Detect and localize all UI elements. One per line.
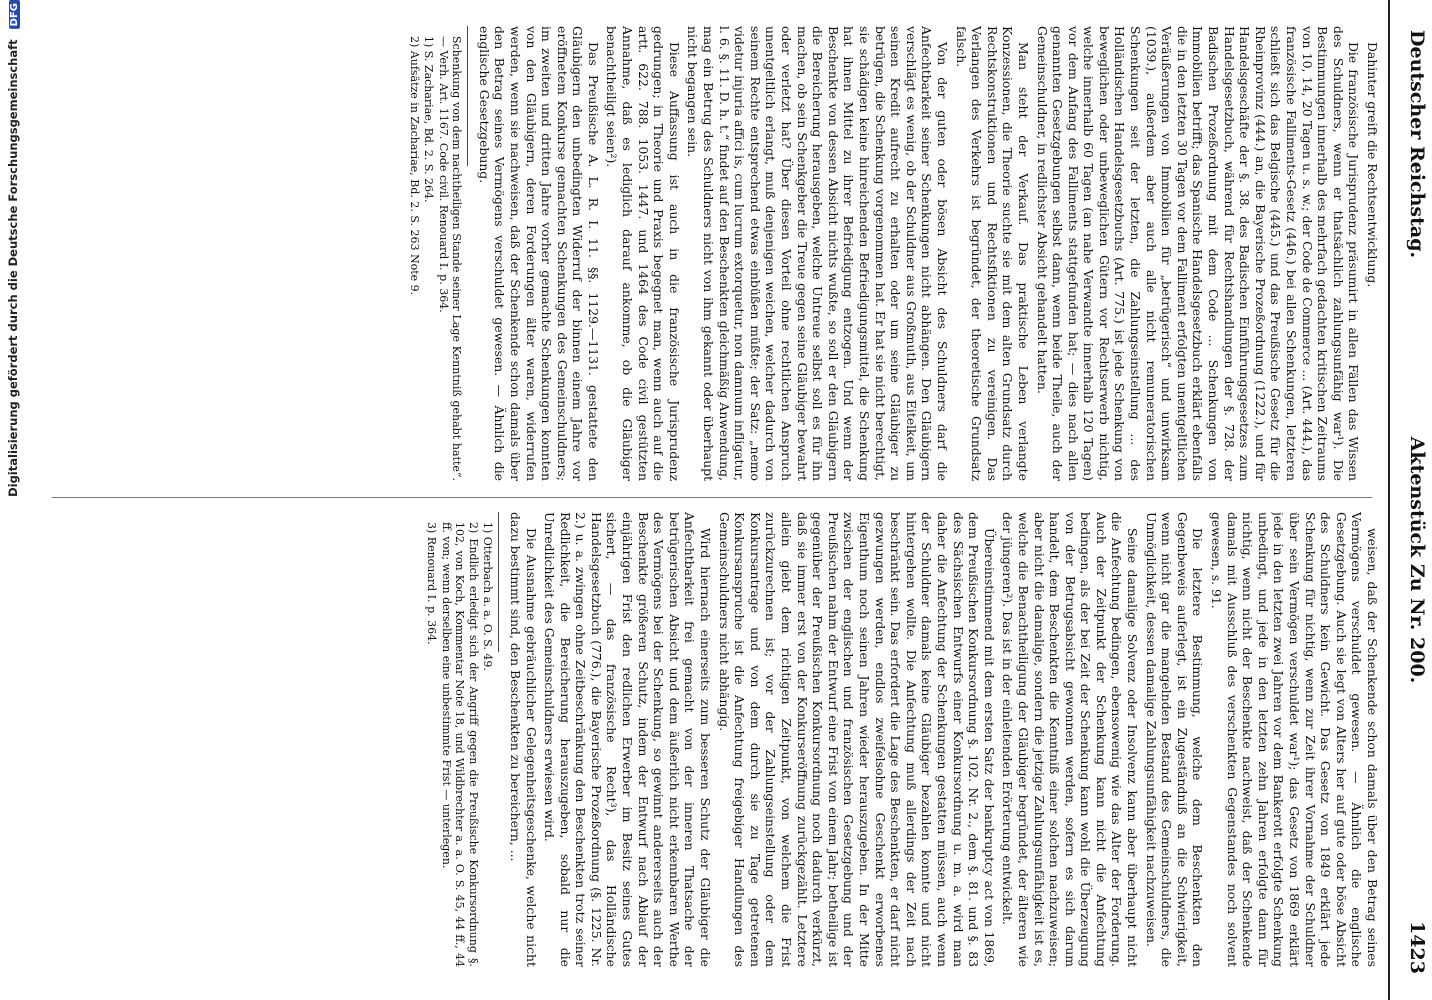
paragraph: Von der guten oder bösen Absicht des Schuldners darf die Anfechtbarkeit seiner Schenkungen nicht abhängen. Den Gläubigern verschlägt es wenig, ob der Schuldner aus Großmuth, aus Eitelkeit, um seinen Kredit aufrecht zu erhalten oder um seine Gläubiger zu betrügen, die Schenkung vorgenommen hat. Er hat sie nicht berechtigt, sie schädigen keine hinreichenden Befriedigungsmittel, die Schenkung hat ihnen Mittel zu ihrer Befriedigung entzogen. Und wenn der Beschenkte von dessen Absicht nichts wußte, so soll er den Gläubigern die Bereicherung herausgeben, welche Untreue selbst soll es für ihn machen, ob sein Schenkgeber die Treue gegen seine Gläubiger bewahrt oder verletzt hat? Über diesen Vorteil ohne rechtlichen Anspruch unentgeltlich erlangt, muß denjenigen weichen, welcher dadurch von seinem Rechte entsprechend etwas einbüßen müßte; der Satz: „nemo videtur injuria affici is, cum lucrum extorquetur, non damnum infligatur, l. 6. §. 11. D. h. t.“ findet auf den Beschenkten gleichmäßig Anwendung, mag ein Betrug des Schuldners nicht von ihm gekannt oder überhaupt nicht begangen sein. [685, 26, 950, 481]
paragraph: Dahinter greift die Rechtsentwicklung. [1365, 42, 1380, 288]
right-text-column [0, 512, 1380, 967]
footnote: 2) Aufsätze in Zachariae, Bd. 2. S. 263 Note 9. [407, 36, 421, 296]
paragraph: Die letztere Bestimmung, welche dem Beschenkten den Gegenbeweis auferlegt, ist ein Zugeständniß an die Schwierigkeit, wenn nicht gar die mangelnden Bestand des Gemeinschuldners, die Unmöglichkeit, dessen damalige Zahlungsunfähigkeit nachzuweisen. [1143, 512, 1206, 967]
page-header [1388, 0, 1432, 1000]
paragraph: Man steht der Verkauf. Das praktische Leben verlangte Konzessionen, die Theorie suchte sie mit dem alten Grundsatz durch Rechtskonstruktionen und Rechtsfiktionen zu vereinigen. Das Verlangen des Verkehrs ist begründet, der theoretische Grundsatz falsch. [953, 26, 1031, 481]
paragraph: Seine damalige Solvenz oder Insolvenz kann aber überhaupt nicht die Anfechtung bedingen, ebensowenig wie das Alter der Forderung. Auch der Zeitpunkt der Schenkung kann nicht die Anfechtung bedingen, als der bei Zeit der Schenkung kann wohl die Überzeugung von der Betrugsabsicht gewonnen werden, sofern es sich darum handelt, dem Beschenkten die Kenntniß einer solchen nachzuweisen; aber nicht die damalige, sondern die jetzige Zahlungsunfähigkeit ist es, welche die Benachtheiligung der Gläubiger begründet, der älteren wie der jüngeren²). Das ist in der einleitenden Erörterung entwickelt. [1000, 512, 1141, 967]
digitization-credit-text: Digitalisierung gefördert durch die Deutsche Forschungsgemeinschaft [6, 39, 20, 497]
footnote-divider [467, 26, 468, 166]
footnote: 2) Endlich erledigt sich der Angriff gegen die Preußische Konkursordnung §. 102, von Koch, Kommentar Note 18, und Wildbrechter a. a. O. S. 45, 44 ff., 44 ff. von; wenn derselben eine unbestimmte Frist — unterlegen. [439, 522, 480, 967]
footnote: 3) Renouard I. p. 364. [425, 522, 439, 645]
header-page-number: 1423 [1406, 921, 1428, 974]
digitization-credit-text-wrap [6, 0, 20, 497]
footnote: Schenkung von dem nachtheiligen Stande seiner Lage Kenntniß gehabt hatte“. — Verh. Art. 1167. Code civil. Renouard I. p. 364. [436, 36, 464, 481]
paragraph: weisen, daß der Schenkende schon damals über den Betrag seines Vermögens verschuldet gewesen. — Ähnlich die englische Gesetzgebung. Auch sie legt von Alters her auf gute oder böse Absicht des Schuldners kein Gewicht. Das Gesetz von 1849 erklärt jede Schenkung für nichtig, wenn zur Zeit ihrer Vornahme der Schuldner über sein Vermögen verschuldet war¹); das Gesetz von 1869 erklärt jede in den letzten zwei Jahren vor dem Bankerott erfolgte Schenkung unbedingt, und jede in den letzten zehn Jahren erfolgte dann für nichtig, wenn nicht der Beschenkte nachweist, daß der Schenkende damals mit Ausschluß des verschenkten Gegenstandes noch solvent gewesen, s. 91. [1209, 512, 1380, 967]
header-publication-title: Deutscher Reichstag. [1406, 30, 1428, 259]
digitization-credit [6, 0, 24, 990]
footnote: 1) Otterbach a. a. O. S. 49. [481, 522, 495, 671]
left-text-column [0, 26, 1380, 481]
paragraph: Übereinstimmend mit dem ersten Satz der bankruptcy act von 1869, dem Preußischen Konkursordnung §. 102. Nr. 2., dem §. 81. und §. 83 des Sächsischen Entwurfs einer Konkursordnung u. m. a. wird man daher die Anfechtung der Schenkungen gestatten müssen, auch wenn der Schuldner damals keine Gläubiger bezahlen konnte und nicht hintergehen wollte. Die Anfechtung muß allerdings der Zeit nach beschränkt sein. Das erfordert die Lage des Beschenkten, er darf nicht gezwungen werden, endlos zweifelsohne Geschenkt erworbenes Eigenthum noch seinen Jahren wieder herauszugeben. In der Mitte zwischen der englischen und französischen Gesetzgebung und der Preußischen nahm der Entwurf eine Frist von einem Jahr; betheilige ist gegenüber der Preußischen Konkursordnung noch dadurch verkürzt, daß sie immer erst von der Konkurseröffnung zurückgezählt. Letztere allein giebt dem richtigen Zeitpunkt, von welchem die Frist zurückzurechnen ist; vor der Zahlungseinstellung oder dem Konkursantrage und von dem durch sie zu Tage getretenen Konkursanspruche ist die Anfechtung freigebiger Handlungen des Gemeinschuldners nicht abhängig. [716, 512, 997, 967]
header-document-reference: Aktenstück Zu Nr. 200. [1406, 436, 1428, 684]
column-divider [52, 497, 1372, 498]
paragraph: Die französische Jurisprudenz präsumirt in allen Fällen das Wissen des Schuldners, wenn er thatsächlich zahlungsunfähig war¹). Die Bestimmungen innerhalb des mehrfach gedachten kritischen Zeitraums von 10, 14, 20 Tagen u. s. w.; der Code de Commerce ... (Art. 444.), das französische Falliments-Gesetz (446.) bei allen Schenkungen, letzteren schließt sich das Belgische (445.) und das Preußische Gesetz für die Rheinprovinz (444.) an, die Bayerische Prozeßordnung (1222.), und für Handelsgeschäfte der §. 38. des Badischen Einführungsgesetzes zum Handelsgesetzbuch, während für Rechtshandlungen der §. 728. der Badischen Prozeßordnung mit dem Code ... Schenkungen von Immobilien betrifft; das Spanische Handelsgesetzbuch erklärt ebenfalls die in den letzten 30 Tagen vor dem Falliment erfolgten unentgeltlichen Veräußerungen von Immobilien für „betrügerisch“ und unwirksam (1039.), außerdem aber auch alle nicht remuneratorischen Schenkungen seit der letzten, die Zahlungseinstellung ... des Holländischen Handelsgesetzbuchs (Art. 775.) ist jede Schenkung von beweglichen oder unbeweglichen Gütern vor Rechtserwerb nichtig, welche innerhalb 60 Tagen (an nahe Verwandte innerhalb 120 Tagen) vor dem Anfang des Falliments stattgefunden hat; — dies nach allen genannten Gesetzgebungen selbst dann, wenn beide Theile, auch der Gemeinschuldner, in redlichster Absicht gehandelt hatten. [1034, 26, 1362, 481]
paragraph: Wird hiernach einerseits zum besseren Schutz der Gläubiger die Anfechtbarkeit frei gemacht von der inneren Thatsache der betrügerischen Absicht und dem äußerlich nicht erkennbaren Werthe des Vermögens bei der Schenkung, so gewinnt andererseits auch der Beschenkte größeren Schutz, indem der Entwurf nach Ablauf der einjährigen Frist den redlichen Erwerber im Besitz seines Gutes sichert, — das französische Recht³), das Holländische Handelsgesetzbuch (776.), die Bayerische Prozeßordnung (§. 1225. Nr. 2.) u. a. zwingen ohne Zeitbeschränkung den Beschenkten trotz seiner Redlichkeit, die Bereicherung herauszugeben, sobald nur die Unredlichkeit des Gemeinschuldners erwiesen wird. [542, 512, 714, 967]
paragraph: Das Preußische A. L. R. I. 11. §§. 1129.—1131. gestattete den Gläubigern den unbedingten Widerruf der binnen einem Jahre vor eröffnetem Konkurse gemachten Schenkungen des Gemeinschuldners; im zweiten und dritten Jahre vorher gemachte Schenkungen konnten von den Gläubigern, deren Forderungen älter waren, widerrufen werden, wenn sie nachweisen, daß der Schenkende schon damals über den Betrag seines Vermögens verschuldet gewesen. — Ähnlich die englische Gesetzgebung. [476, 26, 601, 481]
footnote: 1) S. Zachariae, Bd. 2. S. 264. [422, 36, 436, 203]
paragraph: Diese Auffassung ist auch in die französische Jurisprudenz gedrungen; in Theorie und Praxis begegnet man, wenn auch auf die artt. 622. 788. 1053. 1447. und 1464 des Code civil gestützten Annahme, daß es lediglich darauf ankomme, ob die Gläubiger benachtheiligt seien²). [604, 26, 682, 481]
dfg-logo: DFG [9, 0, 20, 29]
footnote-divider [498, 512, 499, 652]
paragraph: Die Ausnahme gebräuchlicher Gelegenheitsgeschenke, welche nicht dazu bestimmt sind, den Beschenkten zu bereichern, ... [507, 512, 539, 967]
